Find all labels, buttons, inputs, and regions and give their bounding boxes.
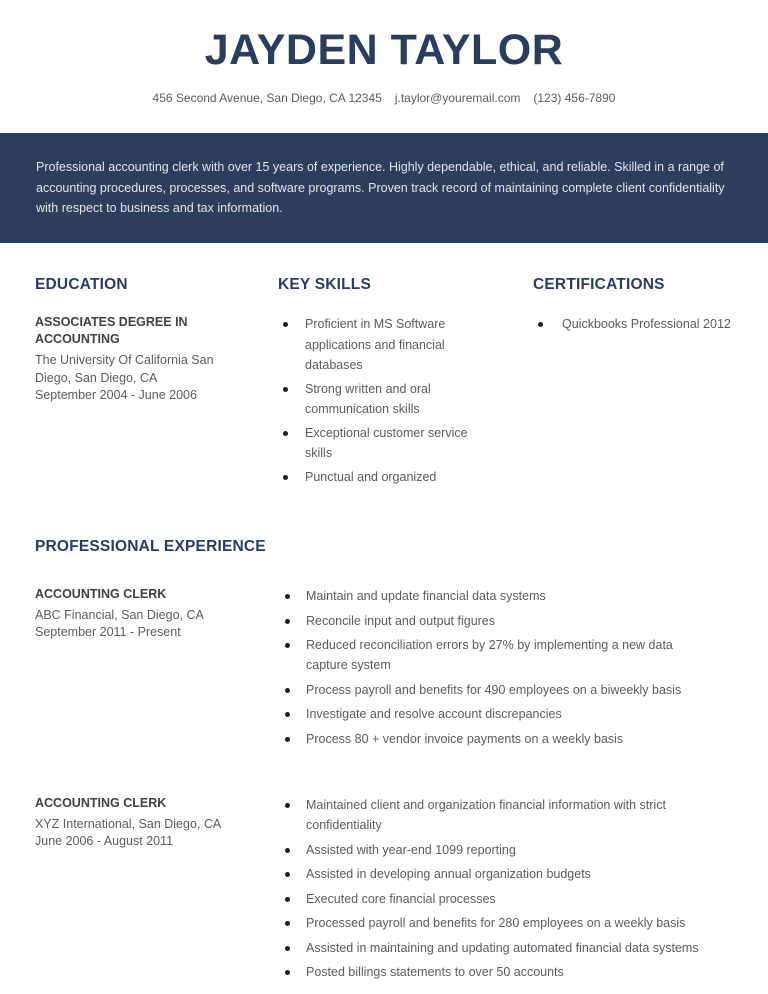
skill-text: Proficient in MS Software applications and financial databases xyxy=(305,317,446,373)
job-bullet-text: Investigate and resolve account discrepancies xyxy=(306,707,562,722)
bullet-icon xyxy=(285,688,290,693)
key-skills-section xyxy=(278,276,533,490)
bullet-icon xyxy=(283,387,288,392)
bullet-icon xyxy=(285,872,290,877)
certifications-heading: CERTIFICATIONS xyxy=(533,276,665,294)
job-title: ACCOUNTING CLERK xyxy=(35,796,167,811)
education-section xyxy=(35,276,278,490)
list-item xyxy=(285,586,718,606)
bullet-icon xyxy=(283,431,288,436)
certifications-section xyxy=(533,276,748,490)
skill-text: Strong written and oral communication skills xyxy=(305,381,431,417)
job-company: XYZ International, San Diego, CA xyxy=(35,817,222,832)
job-dates: September 2011 - Present xyxy=(35,625,181,640)
list-item xyxy=(285,611,718,631)
job-entry xyxy=(35,586,718,753)
education-dates: September 2004 - June 2006 xyxy=(35,388,197,403)
bullet-icon xyxy=(285,712,290,717)
job-bullet-text: Executed core financial processes xyxy=(306,891,496,906)
experience-heading: PROFESSIONAL EXPERIENCE xyxy=(35,538,266,556)
job-bullet-text: Process payroll and benefits for 490 employees on a biweekly basis xyxy=(306,682,682,697)
list-item xyxy=(285,704,718,724)
bullet-icon xyxy=(285,946,290,951)
list-item xyxy=(285,795,718,835)
contact-email: j.taylor@youremail.com xyxy=(394,91,521,106)
skill-text: Exceptional customer service skills xyxy=(305,425,468,461)
list-item xyxy=(283,379,533,420)
summary-text: Professional accounting clerk with over 15 years of experience. Highly dependable, ethical, and reliable. Skilled in a range of accounting procedures, processes, and software programs. Proven track record of maintaining complete client confidentiality with respect to business and tax information. xyxy=(36,160,725,216)
contact-address: 456 Second Avenue, San Diego, CA 12345 xyxy=(152,91,382,106)
list-item xyxy=(538,314,748,335)
job-dates: June 2006 - August 2011 xyxy=(35,834,174,849)
job-entry xyxy=(35,795,718,987)
list-item xyxy=(285,864,718,884)
list-item xyxy=(285,962,718,982)
bullet-icon xyxy=(285,803,290,808)
job-bullet-text: Reconcile input and output figures xyxy=(306,613,496,628)
job-bullet-text: Reduced reconciliation errors by 27% by implementing a new data capture system xyxy=(306,638,673,673)
list-item xyxy=(285,680,718,700)
job-bullet-text: Assisted in developing annual organization budgets xyxy=(306,867,591,882)
list-item xyxy=(285,913,718,933)
list-item xyxy=(285,729,718,749)
bullet-icon xyxy=(285,921,290,926)
job-bullet-text: Process 80 + vendor invoice payments on a weekly basis xyxy=(306,731,624,746)
summary-banner xyxy=(0,133,768,243)
bullet-icon xyxy=(285,897,290,902)
qualifications-section xyxy=(0,276,768,490)
name-heading: JAYDEN TAYLOR xyxy=(204,26,564,74)
skill-text: Punctual and organized xyxy=(305,469,437,484)
job-bullet-text: Maintain and update financial data systems xyxy=(306,589,546,604)
job-bullet-text: Assisted with year-end 1099 reporting xyxy=(306,842,516,857)
list-item xyxy=(285,938,718,958)
list-item xyxy=(283,467,533,488)
job-bullet-list xyxy=(285,586,718,753)
key-skills-heading: KEY SKILLS xyxy=(278,276,372,294)
bullet-icon xyxy=(285,848,290,853)
list-item xyxy=(285,635,718,675)
job-company: ABC Financial, San Diego, CA xyxy=(35,608,204,623)
job-bullet-text: Posted billings statements to over 50 accounts xyxy=(306,965,564,980)
experience-section xyxy=(0,538,768,987)
bullet-icon xyxy=(283,475,288,480)
bullet-icon xyxy=(285,970,290,975)
job-bullet-text: Assisted in maintaining and updating automated financial data systems xyxy=(306,940,699,955)
list-item xyxy=(285,840,718,860)
job-bullet-text: Maintained client and organization financial information with strict confidentiality xyxy=(306,798,666,833)
job-bullet-list xyxy=(285,795,718,987)
certification-text: Quickbooks Professional 2012 xyxy=(562,317,731,332)
school-name: The University Of California San Diego, San Diego, CA xyxy=(35,353,214,385)
job-meta xyxy=(35,795,285,987)
list-item xyxy=(285,889,718,909)
education-heading: EDUCATION xyxy=(35,276,128,294)
degree-title: ASSOCIATES DEGREE IN ACCOUNTING xyxy=(35,315,188,346)
job-title: ACCOUNTING CLERK xyxy=(35,587,167,602)
key-skills-list xyxy=(278,314,533,487)
certifications-list xyxy=(533,314,748,335)
bullet-icon xyxy=(285,619,290,624)
list-item xyxy=(283,314,533,376)
job-meta xyxy=(35,586,285,753)
header xyxy=(0,0,768,105)
job-bullet-text: Processed payroll and benefits for 280 employees on a weekly basis xyxy=(306,916,686,931)
bullet-icon xyxy=(285,643,290,648)
bullet-icon xyxy=(285,737,290,742)
bullet-icon xyxy=(285,594,290,599)
bullet-icon xyxy=(538,322,543,327)
list-item xyxy=(283,423,533,464)
contact-phone: (123) 456-7890 xyxy=(533,91,616,106)
contact-line xyxy=(0,91,768,105)
bullet-icon xyxy=(283,322,288,327)
